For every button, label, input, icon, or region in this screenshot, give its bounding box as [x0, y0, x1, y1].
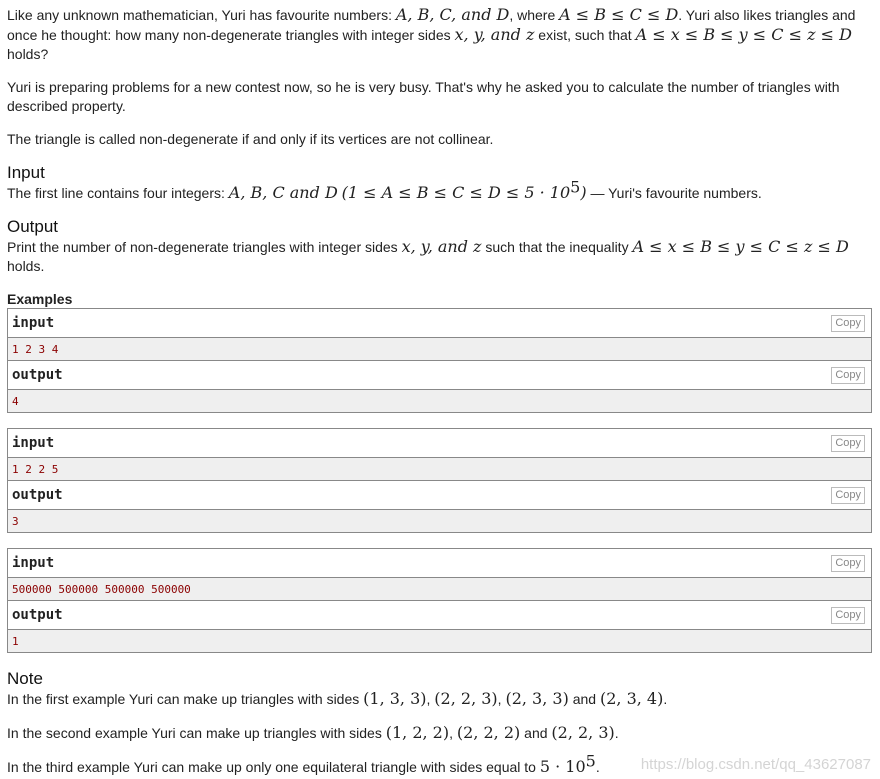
- statement-text: exist, such that: [534, 27, 636, 43]
- example-output-header: [8, 601, 871, 630]
- math-tuple: (2, 2, 2): [456, 723, 521, 742]
- example-output-data: 3: [8, 510, 871, 532]
- math-range: (1 ≤ A ≤ B ≤ C ≤ D ≤ 5 · 10: [341, 183, 571, 202]
- example-input-data: 1 2 3 4: [8, 338, 871, 361]
- note-paragraph-3: In the third example Yuri can make up only one equilateral triangle with sides equal to $5 \cdot 10^5$.: [7, 751, 600, 776]
- note-paragraph-2: In the second example Yuri can make up triangles with sides (1, 2, 2), (2, 2, 2) and (2, 2, 3).: [7, 723, 619, 742]
- example-output-header: [8, 361, 871, 390]
- output-text: such that the inequality: [481, 239, 633, 255]
- math-tuple: (1, 3, 3): [363, 689, 427, 708]
- math-tuple: (1, 2, 2): [385, 723, 450, 742]
- input-label: input: [12, 315, 55, 331]
- example-input-data: 500000 500000 500000 500000: [8, 578, 871, 601]
- math-vars: x, y, and z: [401, 237, 482, 256]
- note-text: In the first example Yuri can make up triangles with sides: [7, 691, 364, 707]
- math-tuple: (2, 3, 4): [599, 689, 664, 708]
- example-input-header: [8, 549, 871, 578]
- note-text: In the second example Yuri can make up triangles with sides: [7, 725, 386, 741]
- example-input-data: 1 2 2 5: [8, 458, 871, 481]
- math-tuple: (2, 2, 3): [551, 723, 615, 742]
- output-text: holds.: [7, 258, 45, 274]
- examples-title: Examples: [7, 291, 73, 307]
- math-range-close: ): [580, 183, 587, 202]
- copy-button[interactable]: Copy: [831, 555, 865, 572]
- statement-text: , where: [509, 7, 560, 23]
- watermark: https://blog.csdn.net/qq_43627087: [640, 756, 871, 773]
- math-vars: x, y, and z: [454, 25, 535, 44]
- copy-button[interactable]: Copy: [831, 607, 865, 624]
- output-text: Print the number of non-degenerate triangles with integer sides: [7, 239, 402, 255]
- example-input-header: [8, 309, 871, 338]
- output-title: Output: [7, 217, 59, 236]
- statement-text: . Yuri also likes triangles and once he thought: how many non-degenerate triangles with integer sides: [7, 7, 856, 43]
- input-title: Input: [7, 163, 45, 182]
- input-description: [7, 177, 871, 203]
- note-text: In the third example Yuri can make up only one equilateral triangle with sides equal to: [7, 759, 540, 775]
- math-value: 5 · 10: [539, 757, 586, 776]
- math-exponent: 5: [570, 177, 581, 197]
- example-output-data: 1: [8, 630, 871, 652]
- math-vars: A, B, C, and D: [395, 5, 510, 24]
- math-vars: A, B, C and D: [228, 183, 338, 202]
- note-text: and: [520, 725, 552, 741]
- copy-button[interactable]: Copy: [831, 315, 865, 332]
- math-condition: A ≤ B ≤ C ≤ D: [559, 5, 679, 24]
- example-box: [7, 548, 872, 653]
- statement-text: holds?: [7, 46, 49, 62]
- math-tuple: (2, 2, 3): [434, 689, 498, 708]
- copy-button[interactable]: Copy: [831, 487, 865, 504]
- math-condition: A ≤ x ≤ B ≤ y ≤ C ≤ z ≤ D: [635, 25, 852, 44]
- output-label: output: [12, 607, 63, 623]
- note-title: Note: [7, 669, 43, 688]
- math-exponent: 5: [585, 751, 596, 771]
- example-input-header: [8, 429, 871, 458]
- output-label: output: [12, 367, 63, 383]
- example-output-header: [8, 481, 871, 510]
- problem-statement: [7, 5, 871, 777]
- output-description: [7, 237, 871, 276]
- input-label: input: [12, 435, 55, 451]
- statement-text: Like any unknown mathematician, Yuri has favourite numbers:: [7, 7, 396, 23]
- note-paragraph-1: In the first example Yuri can make up triangles with sides (1, 3, 3), (2, 2, 3), (2, 3, 3) and (2, 3, 4).: [7, 689, 668, 708]
- example-output-data: 4: [8, 390, 871, 412]
- example-box: [7, 428, 872, 533]
- input-label: input: [12, 555, 55, 571]
- copy-button[interactable]: Copy: [831, 367, 865, 384]
- example-box: [7, 308, 872, 413]
- statement-paragraph-1: [7, 5, 871, 64]
- output-label: output: [12, 487, 63, 503]
- math-tuple: (2, 3, 3): [505, 689, 569, 708]
- statement-paragraph-2: Yuri is preparing problems for a new contest now, so he is very busy. That's why he asked you to calculate the number of triangles with described property.: [7, 79, 840, 114]
- input-text: — Yuri's favourite numbers.: [586, 185, 762, 201]
- note-text: and: [568, 691, 600, 707]
- math-condition: A ≤ x ≤ B ≤ y ≤ C ≤ z ≤ D: [632, 237, 849, 256]
- copy-button[interactable]: Copy: [831, 435, 865, 452]
- statement-paragraph-3: The triangle is called non-degenerate if and only if its vertices are not collinear.: [7, 131, 494, 147]
- input-text: The first line contains four integers:: [7, 185, 229, 201]
